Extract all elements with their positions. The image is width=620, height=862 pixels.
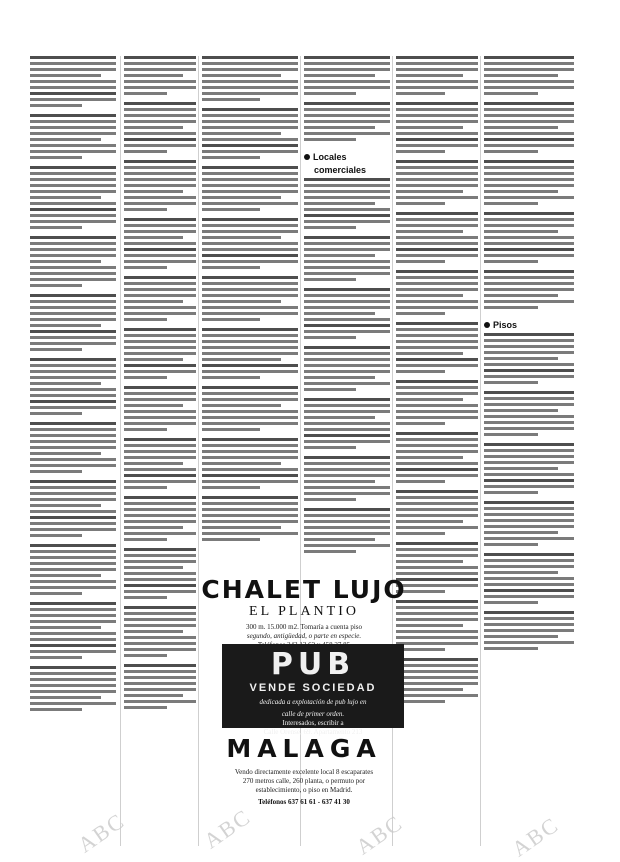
ad-pub-title: PUB	[270, 647, 356, 682]
section-title: Pisos	[493, 320, 518, 330]
section-subheading-comerciales: comerciales	[314, 165, 367, 175]
ad-chalet-title: CHALET LUJO	[201, 575, 407, 604]
ad-malaga-line1: Vendo directamente excelente local 8 escaparates	[234, 768, 374, 776]
ad-chalet-lujo	[198, 576, 410, 638]
ad-malaga-phone: Teléfonos 637 61 61 - 637 41 30	[258, 798, 350, 806]
classifieds-column-2	[124, 56, 196, 712]
column-rule	[480, 56, 481, 846]
watermark: ABC	[199, 803, 256, 854]
classifieds-column-3	[202, 56, 298, 572]
bullet-icon	[304, 154, 310, 160]
classifieds-column-4	[304, 56, 390, 572]
column-rule	[198, 56, 199, 846]
ad-pub-subtitle: VENDE SOCIEDAD	[249, 682, 377, 694]
classifieds-column-1	[30, 56, 116, 714]
ad-pub-address: Calle Orense, 69. Apartamento 213	[263, 728, 363, 736]
ad-chalet-line1: 300 m. 15.000 m2. Tomaría a cuenta piso	[245, 623, 363, 631]
section-title: Locales	[313, 152, 347, 162]
bullet-icon	[484, 322, 490, 328]
ad-malaga-title: MALAGA	[226, 734, 382, 763]
column-rule	[120, 56, 121, 846]
ad-pub-line3: Interesados, escribir a	[282, 719, 344, 727]
ad-chalet-line2: segundo, antigüedad, o parte en especie.	[246, 632, 362, 640]
watermark: ABC	[351, 809, 408, 860]
ad-pub-line1: dedicada a explotación de pub lujo en	[259, 698, 367, 706]
classifieds-column-6	[484, 56, 574, 653]
ad-pub-line2: calle de primer orden.	[281, 710, 345, 718]
watermark: ABC	[507, 811, 564, 862]
section-heading-locales	[304, 152, 390, 162]
ad-malaga-line2: 270 metros calle, 260 planta, o permuto por	[242, 777, 366, 785]
watermark: ABC	[73, 807, 130, 858]
section-heading-pisos	[484, 320, 574, 330]
ad-pub	[222, 644, 404, 736]
ad-malaga-line3: establecimiento, o piso en Madrid.	[255, 786, 353, 794]
ad-chalet-subtitle: EL PLANTIO	[249, 604, 359, 619]
